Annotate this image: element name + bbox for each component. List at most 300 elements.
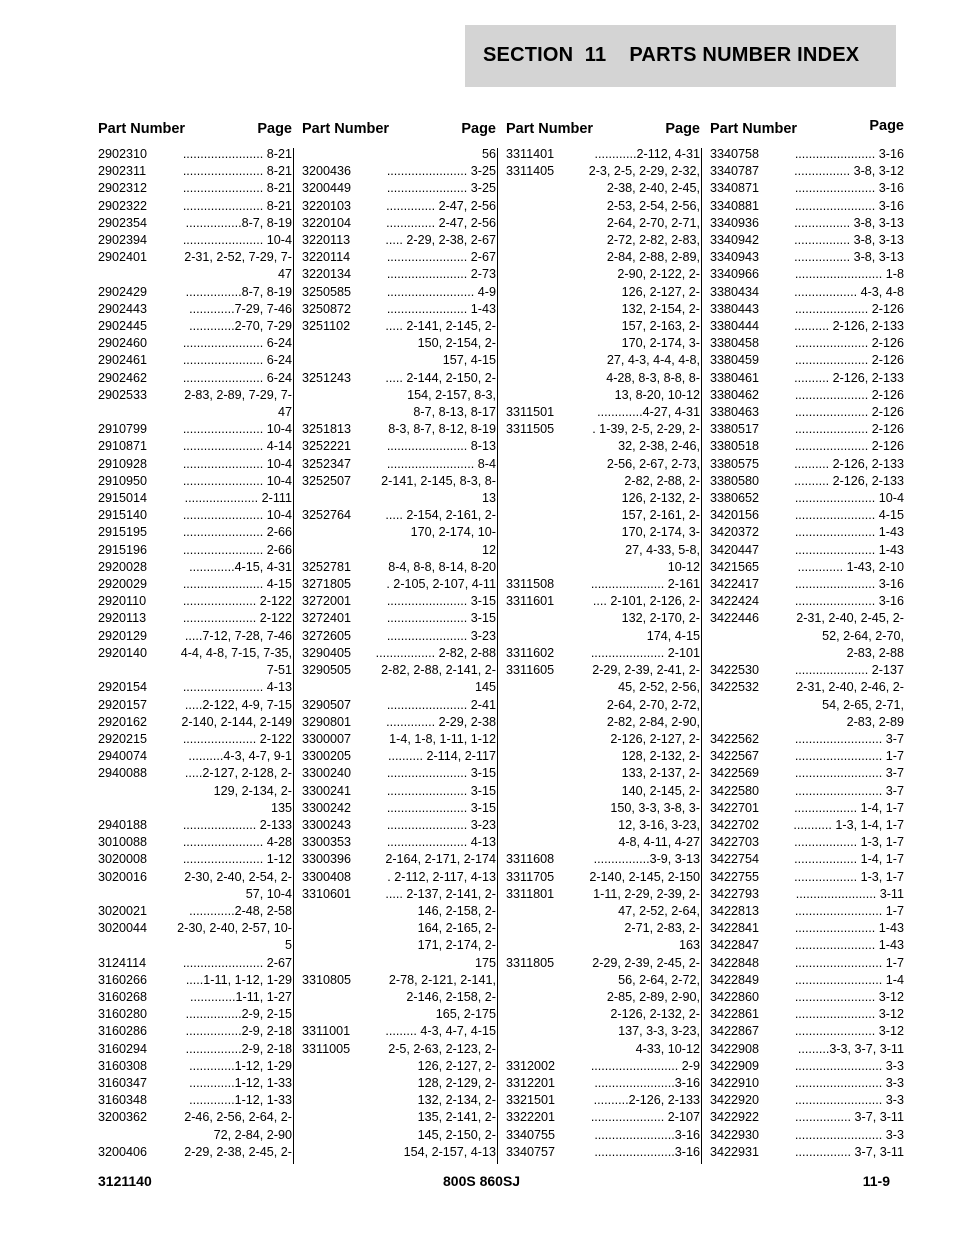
page-reference: 2-3, 2-5, 2-29, 2-32, 2-38, 2-40, 2-45, 2-53, 2-54, 2-56, 2-64, 2-70, 2-71, 2-72, 2-82, 2-83, 2-84, 2-88, 2-89, 2-90, 2-122, 2- 126, 2-127, 2- 132, 2-154, 2- 157, 2-163, 2- 170, 2-174, 3- 27, 4-3, 4-4, 4-8, 4-28, 8-3, 8-8, 8- 13, 8-20, 10-12 [588,164,700,402]
index-entry [710,215,904,232]
index-entry [302,1023,496,1040]
index-entry [98,163,292,180]
part-number: 2902310 [98,147,148,161]
index-entry [98,456,292,473]
index-entry [98,748,292,765]
page-reference: ......................... 3-3 [794,1058,904,1073]
part-number: 3422931 [710,1144,760,1159]
page-reference: .............. 2-47, 2-56 [386,215,496,230]
page-reference: ....................... 2-67 [386,250,496,265]
page-reference: ......................... 8-4 [386,456,496,471]
index-entry [98,972,292,989]
page-reference: .......... 2-114, 2-117 [387,749,496,764]
index-entry [710,610,904,662]
page-reference: ....................... 3-12 [794,989,904,1004]
part-number: 3311605 [506,663,555,678]
column-divider [701,148,702,1164]
page-reference: 2-29, 2-38, 2-45, 2- [184,1144,292,1159]
part-number: 2902311 [98,164,147,179]
part-number: 3311505 [506,422,555,437]
part-number: 3020021 [98,903,148,918]
page-reference: .................. 1-3, 1-7 [794,835,904,850]
index-entry [302,421,496,438]
part-number: 3160286 [98,1024,148,1039]
part-number: 3420156 [710,508,760,523]
index-entry [98,1041,292,1058]
index-entry [98,1075,292,1092]
page-reference: ....................... 8-21 [182,181,292,196]
index-entry [302,301,496,318]
part-number: 3422754 [710,852,760,867]
index-entry [98,490,292,507]
page-reference: ....................... 4-15 [182,577,292,592]
part-number: 2920110 [98,594,147,609]
part-number-header: Part Number [710,121,798,137]
index-entry [302,284,496,301]
page-reference: 2-140, 2-145, 2-150 [589,869,700,884]
part-number: 3422703 [710,835,760,850]
part-number: 3020008 [98,852,148,867]
part-number: 3311001 [302,1024,351,1039]
part-number: 3422910 [710,1075,760,1090]
page-reference: ....................... 2-41 [386,697,496,712]
part-number: 3340758 [710,147,760,161]
page-reference: 2-46, 2-56, 2-64, 2- 72, 2-84, 2-90 [184,1110,292,1142]
index-entry [710,817,904,834]
part-number: 2920129 [98,628,148,643]
index-entry [98,146,292,163]
page-reference: ................ 3-8, 3-13 [794,233,904,248]
page-reference: ......................... 3-3 [794,1127,904,1142]
index-entry [98,215,292,232]
page-reference: ................ 3-8, 3-12 [794,164,904,179]
page-reference: ................. 2-82, 2-88 [375,645,496,660]
page-reference: ..... 2-154, 2-161, 2- 170, 2-174, 10- 12 [385,508,496,557]
index-entry [710,249,904,266]
index-entry [98,645,292,679]
part-number: 2902312 [98,181,148,196]
page-reference: 4-4, 4-8, 7-15, 7-35, 7-51 [180,645,292,678]
index-entry [302,645,496,662]
part-number: 3160308 [98,1058,148,1073]
part-number: 2920113 [98,611,147,626]
part-number: 3251243 [302,370,352,385]
part-number: 3422701 [710,800,760,815]
part-number: 3290405 [302,645,352,660]
index-entry [710,1144,904,1161]
page-reference: 2-31, 2-52, 7-29, 7- 47 [184,250,292,282]
index-entry [302,765,496,782]
index-column-2 [302,118,496,1161]
part-number: 3311508 [506,577,555,592]
index-entry [506,1144,700,1161]
index-entry [98,851,292,868]
page-reference: ..................... 2-161 [590,577,700,592]
column-divider [497,148,498,1164]
index-column-1 [98,118,292,1161]
column-divider [293,148,294,1164]
page-reference: .................. 4-3, 4-8 [794,284,904,299]
index-entry [710,1058,904,1075]
page-reference: ....................... 3-16 [794,198,904,213]
part-number: 3220114 [302,250,351,265]
part-number: 2915014 [98,491,148,506]
page-reference: ....................... 1-43 [794,525,904,540]
page-reference: ....................... 6-24 [182,336,292,351]
index-entry [506,421,700,576]
page-reference: .......................3-16 [594,1144,700,1159]
index-entry [710,266,904,283]
index-entry [302,593,496,610]
part-number: 2915196 [98,542,148,557]
part-number: 2902354 [98,215,148,230]
part-number: 3310805 [302,972,352,987]
index-entry [98,335,292,352]
part-number: 2910928 [98,456,148,471]
index-entry [710,1109,904,1126]
page-reference: ..................... 2-111 [184,491,292,506]
page-reference: ......................... 3-7 [794,731,904,746]
page-reference: .......................3-16 [594,1075,700,1090]
page-reference: 2-141, 2-145, 8-3, 8- 13 [381,473,496,506]
page-reference: .............2-70, 7-29 [189,319,292,334]
part-number: 3422562 [710,731,760,746]
page-reference: ....................... 2-66 [182,525,292,540]
part-number: 3340871 [710,181,760,196]
page-reference: ....................... 4-13 [182,680,292,695]
part-number: 3340757 [506,1144,556,1159]
page-reference: ....................... 10-4 [794,491,904,506]
index-entry [98,610,292,627]
page-reference: .............1-12, 1-29 [189,1058,292,1073]
part-number: 3321501 [506,1093,556,1108]
page-reference: .......... 2-126, 2-133 [794,456,904,471]
part-number: 2902462 [98,370,148,385]
part-number: 3300408 [302,869,352,884]
page-reference: ......................... 1-8 [794,267,904,282]
index-entry [98,232,292,249]
part-number: 3420372 [710,525,760,540]
page-reference: ....................... 10-4 [182,473,292,488]
index-entry [710,851,904,868]
page-reference: .............2-48, 2-58 [189,903,292,918]
part-number: 3200406 [98,1144,148,1159]
page-reference: ....................... 10-4 [182,456,292,471]
page-reference: ......... 4-3, 4-7, 4-15 [385,1024,496,1039]
index-entry [710,593,904,610]
index-entry [302,232,496,249]
page-reference: . 1-39, 2-5, 2-29, 2- 32, 2-38, 2-46, 2-56, 2-67, 2-73, 2-82, 2-88, 2- 126, 2-132, 2- 157, 2-161, 2- 170, 2-174, 3- 27, 4-33, 5-8, 10-12 [592,422,700,574]
page-reference: ....................... 8-21 [182,164,292,179]
part-number: 3380443 [710,301,760,316]
page-reference: ....................... 3-16 [794,181,904,196]
index-entry [98,920,292,954]
index-entry [506,1109,700,1126]
part-number: 2902460 [98,336,148,351]
index-entry [710,1006,904,1023]
index-entry [98,198,292,215]
index-entry [302,318,496,370]
page-reference: ......................... 2-9 [590,1058,700,1073]
page-reference: ..... 2-144, 2-150, 2- 154, 2-157, 8-3, 8-7, 8-13, 8-17 [385,370,496,420]
index-entry [98,903,292,920]
part-number: 3421565 [710,559,760,574]
index-entry [506,662,700,851]
index-entry [98,1092,292,1109]
page-reference: .....1-11, 1-12, 1-29 [185,972,292,987]
page-reference: .... 2-101, 2-126, 2- 132, 2-170, 2- 174, 4-15 [592,594,700,643]
index-entry [98,714,292,731]
index-entry [710,765,904,782]
index-entry [710,1092,904,1109]
part-number: 2940188 [98,817,148,832]
index-entry [98,421,292,438]
index-entry [710,146,904,163]
page-reference: .............. 2-29, 2-38 [386,714,496,729]
page-reference: .......... 2-126, 2-133 [794,370,904,385]
page-reference: ....................... 8-21 [182,198,292,213]
part-number: 2902322 [98,198,148,213]
part-number: 3272401 [302,611,352,626]
page-reference: ....................... 1-43 [794,542,904,557]
page-reference: ....................... 3-15 [386,594,496,609]
index-entry [98,869,292,903]
page-reference: ....................... 10-4 [182,233,292,248]
page-reference: ......................... 1-7 [794,749,904,764]
part-number: 3300007 [302,731,352,746]
page-reference: ......................... 3-7 [794,766,904,781]
part-number: 3271805 [302,577,352,592]
page-reference: .....7-12, 7-28, 7-46 [184,628,292,643]
index-entry [302,559,496,576]
index-entry [98,834,292,851]
index-entry [710,404,904,421]
index-entry [710,662,904,679]
index-entry [506,1127,700,1144]
part-number: 3312201 [506,1075,556,1090]
index-entry [506,1058,700,1075]
part-number: 3380463 [710,405,760,420]
index-entry [98,524,292,541]
index-entry [710,576,904,593]
page-reference: ................8-7, 8-19 [185,215,292,230]
part-number: 3290507 [302,697,352,712]
page-reference: ....................... 3-23 [386,817,496,832]
page-reference: ....................... 3-16 [794,577,904,592]
index-entry [98,1006,292,1023]
page-reference: .............4-15, 4-31 [189,559,292,574]
part-number: 2915140 [98,508,148,523]
part-number: 3422446 [710,611,760,626]
page-reference: ....................... 6-24 [182,370,292,385]
index-entry [710,490,904,507]
part-number: 3380434 [710,284,760,299]
page-reference: ....................... 3-23 [386,628,496,643]
part-number: 3380517 [710,422,760,437]
page-reference: .....2-127, 2-128, 2- 129, 2-134, 2- 135 [184,766,292,815]
page-reference: ....................... 3-16 [794,594,904,609]
part-number: 3311805 [506,955,555,970]
part-number: 2902394 [98,233,148,248]
index-entry [302,370,496,422]
part-number: 3010088 [98,835,148,850]
page-reference: .................. 1-3, 1-7 [794,869,904,884]
part-number: 3380459 [710,353,760,368]
part-number: 2902533 [98,387,148,402]
index-entry [710,284,904,301]
part-number: 3380518 [710,439,760,454]
index-entry [302,576,496,593]
index-entry [506,1075,700,1092]
page-reference: ..................... 2-122 [182,731,292,746]
page-reference: ..... 2-29, 2-38, 2-67 [385,233,496,248]
page-reference: ......................... 3-3 [794,1075,904,1090]
page-reference: ......................... 1-4 [794,972,904,987]
page-reference: 2-78, 2-121, 2-141, 2-146, 2-158, 2- 165, 2-175 [388,972,496,1022]
index-entry [302,869,496,886]
index-entry [710,920,904,937]
index-entry [710,473,904,490]
page-reference: ....................... 2-67 [182,955,292,970]
part-number: 3251813 [302,422,352,437]
page-reference: 2-30, 2-40, 2-54, 2- 57, 10-4 [184,869,292,901]
page-reference: 2-164, 2-171, 2-174 [385,852,496,867]
page-reference: . 2-105, 2-107, 4-11 [386,577,496,592]
index-entry [98,593,292,610]
part-number: 3160266 [98,972,148,987]
page-reference: ......................... 3-3 [794,1093,904,1108]
page-reference: ....................... 3-25 [386,164,496,179]
page-reference: ..................... 2-122 [182,594,292,609]
part-number: 3422920 [710,1093,760,1108]
index-entry [710,679,904,731]
index-entry [302,731,496,748]
index-entry [302,610,496,627]
part-number: 3422841 [710,921,760,936]
page-reference: ................ 3-8, 3-13 [794,250,904,265]
part-number: 3220113 [302,233,351,248]
index-entry [302,800,496,817]
index-entry [302,198,496,215]
page-reference: 8-3, 8-7, 8-12, 8-19 [388,422,496,437]
page-header: Page [869,118,904,134]
part-number: 3340755 [506,1127,556,1142]
page-reference: .............1-12, 1-33 [189,1093,292,1108]
index-entry [710,421,904,438]
index-entry [98,318,292,335]
part-number: 3422930 [710,1127,760,1142]
page-reference: ..................... 2-107 [590,1110,700,1125]
part-number: 2910871 [98,439,148,454]
index-entry [98,955,292,972]
index-entry [710,972,904,989]
index-entry [302,817,496,834]
index-entry [98,559,292,576]
part-number: 3300241 [302,783,352,798]
index-entry [710,438,904,455]
part-number: 3380444 [710,319,760,334]
part-number: 2920162 [98,714,148,729]
index-entry [506,869,700,886]
index-entry [506,1092,700,1109]
index-entry [98,438,292,455]
part-number: 2920028 [98,559,148,574]
index-entry [302,783,496,800]
page-reference: .......... 2-126, 2-133 [794,319,904,334]
index-entry [710,163,904,180]
index-entry [710,335,904,352]
column-header [98,118,292,146]
part-number: 3311401 [506,147,555,161]
page-reference: 2-31, 2-40, 2-46, 2- 54, 2-65, 2-71, 2-83, 2-89 [796,680,904,729]
index-entry [98,352,292,369]
part-number: 3252347 [302,456,352,471]
index-entry [302,180,496,197]
page-header: Page [665,121,700,137]
page-reference: ....................... 3-15 [386,800,496,815]
part-number: 2915195 [98,525,148,540]
page-reference: ......................... 1-7 [794,903,904,918]
index-entry [302,473,496,507]
part-number: 2920157 [98,697,148,712]
index-entry [710,542,904,559]
part-number: 3422861 [710,1007,760,1022]
part-number: 2902461 [98,353,148,368]
part-number: 3311501 [506,405,555,420]
page-reference: ................3-9, 3-13 [593,852,700,867]
part-number: 3422909 [710,1058,760,1073]
index-entry [710,507,904,524]
part-number: 3250585 [302,284,352,299]
page-reference: 56 [481,147,496,161]
page-reference: .................. 1-4, 1-7 [794,800,904,815]
page-reference: 2-30, 2-40, 2-57, 10- 5 [177,921,292,953]
page-reference: ............. 1-43, 2-10 [797,559,904,574]
part-number: 3160347 [98,1075,148,1090]
column-header [506,118,700,146]
index-entry [98,628,292,645]
page-reference: .............7-29, 7-46 [189,301,292,316]
page-reference: ....................... 3-12 [794,1024,904,1039]
part-number: 3300243 [302,817,352,832]
index-entry [302,697,496,714]
index-entry [98,370,292,387]
part-number: 3290801 [302,714,352,729]
page-reference: ....................... 10-4 [182,422,292,437]
page-reference: 1-11, 2-29, 2-39, 2- 47, 2-52, 2-64, 2-71, 2-83, 2- 163 [593,886,700,953]
index-entry [302,628,496,645]
page-reference: ....................... 8-21 [182,147,292,161]
index-entry [302,146,496,163]
index-entry [98,1109,292,1143]
part-number: 3422567 [710,749,760,764]
page-reference: 2-83, 2-89, 7-29, 7- 47 [184,387,292,420]
page-reference: ..... 2-137, 2-141, 2- 146, 2-158, 2- 164, 2-165, 2- 171, 2-174, 2- 175 [385,886,496,970]
part-number: 3380461 [710,370,760,385]
index-entry [302,748,496,765]
part-number: 3422424 [710,594,760,609]
page-header: Page [461,121,496,137]
page-reference: 2-29, 2-39, 2-41, 2- 45, 2-52, 2-56, 2-64, 2-70, 2-72, 2-82, 2-84, 2-90, 2-126, 2-127, 2- 128, 2-132, 2- 133, 2-137, 2- 140, 2-145, 2- 150, 3-3, 3-8, 3- 12, 3-16, 3-23, 4-8, 4-11, 4-27 [592,663,700,850]
part-number: 3272605 [302,628,352,643]
part-number: 3252764 [302,508,352,523]
part-number: 3300242 [302,800,352,815]
part-number: 3422922 [710,1110,760,1125]
page-reference: ..........4-3, 4-7, 9-1 [188,749,292,764]
page-reference: ....................... 3-11 [795,886,904,901]
index-entry [302,215,496,232]
part-number: 3311705 [506,869,555,884]
